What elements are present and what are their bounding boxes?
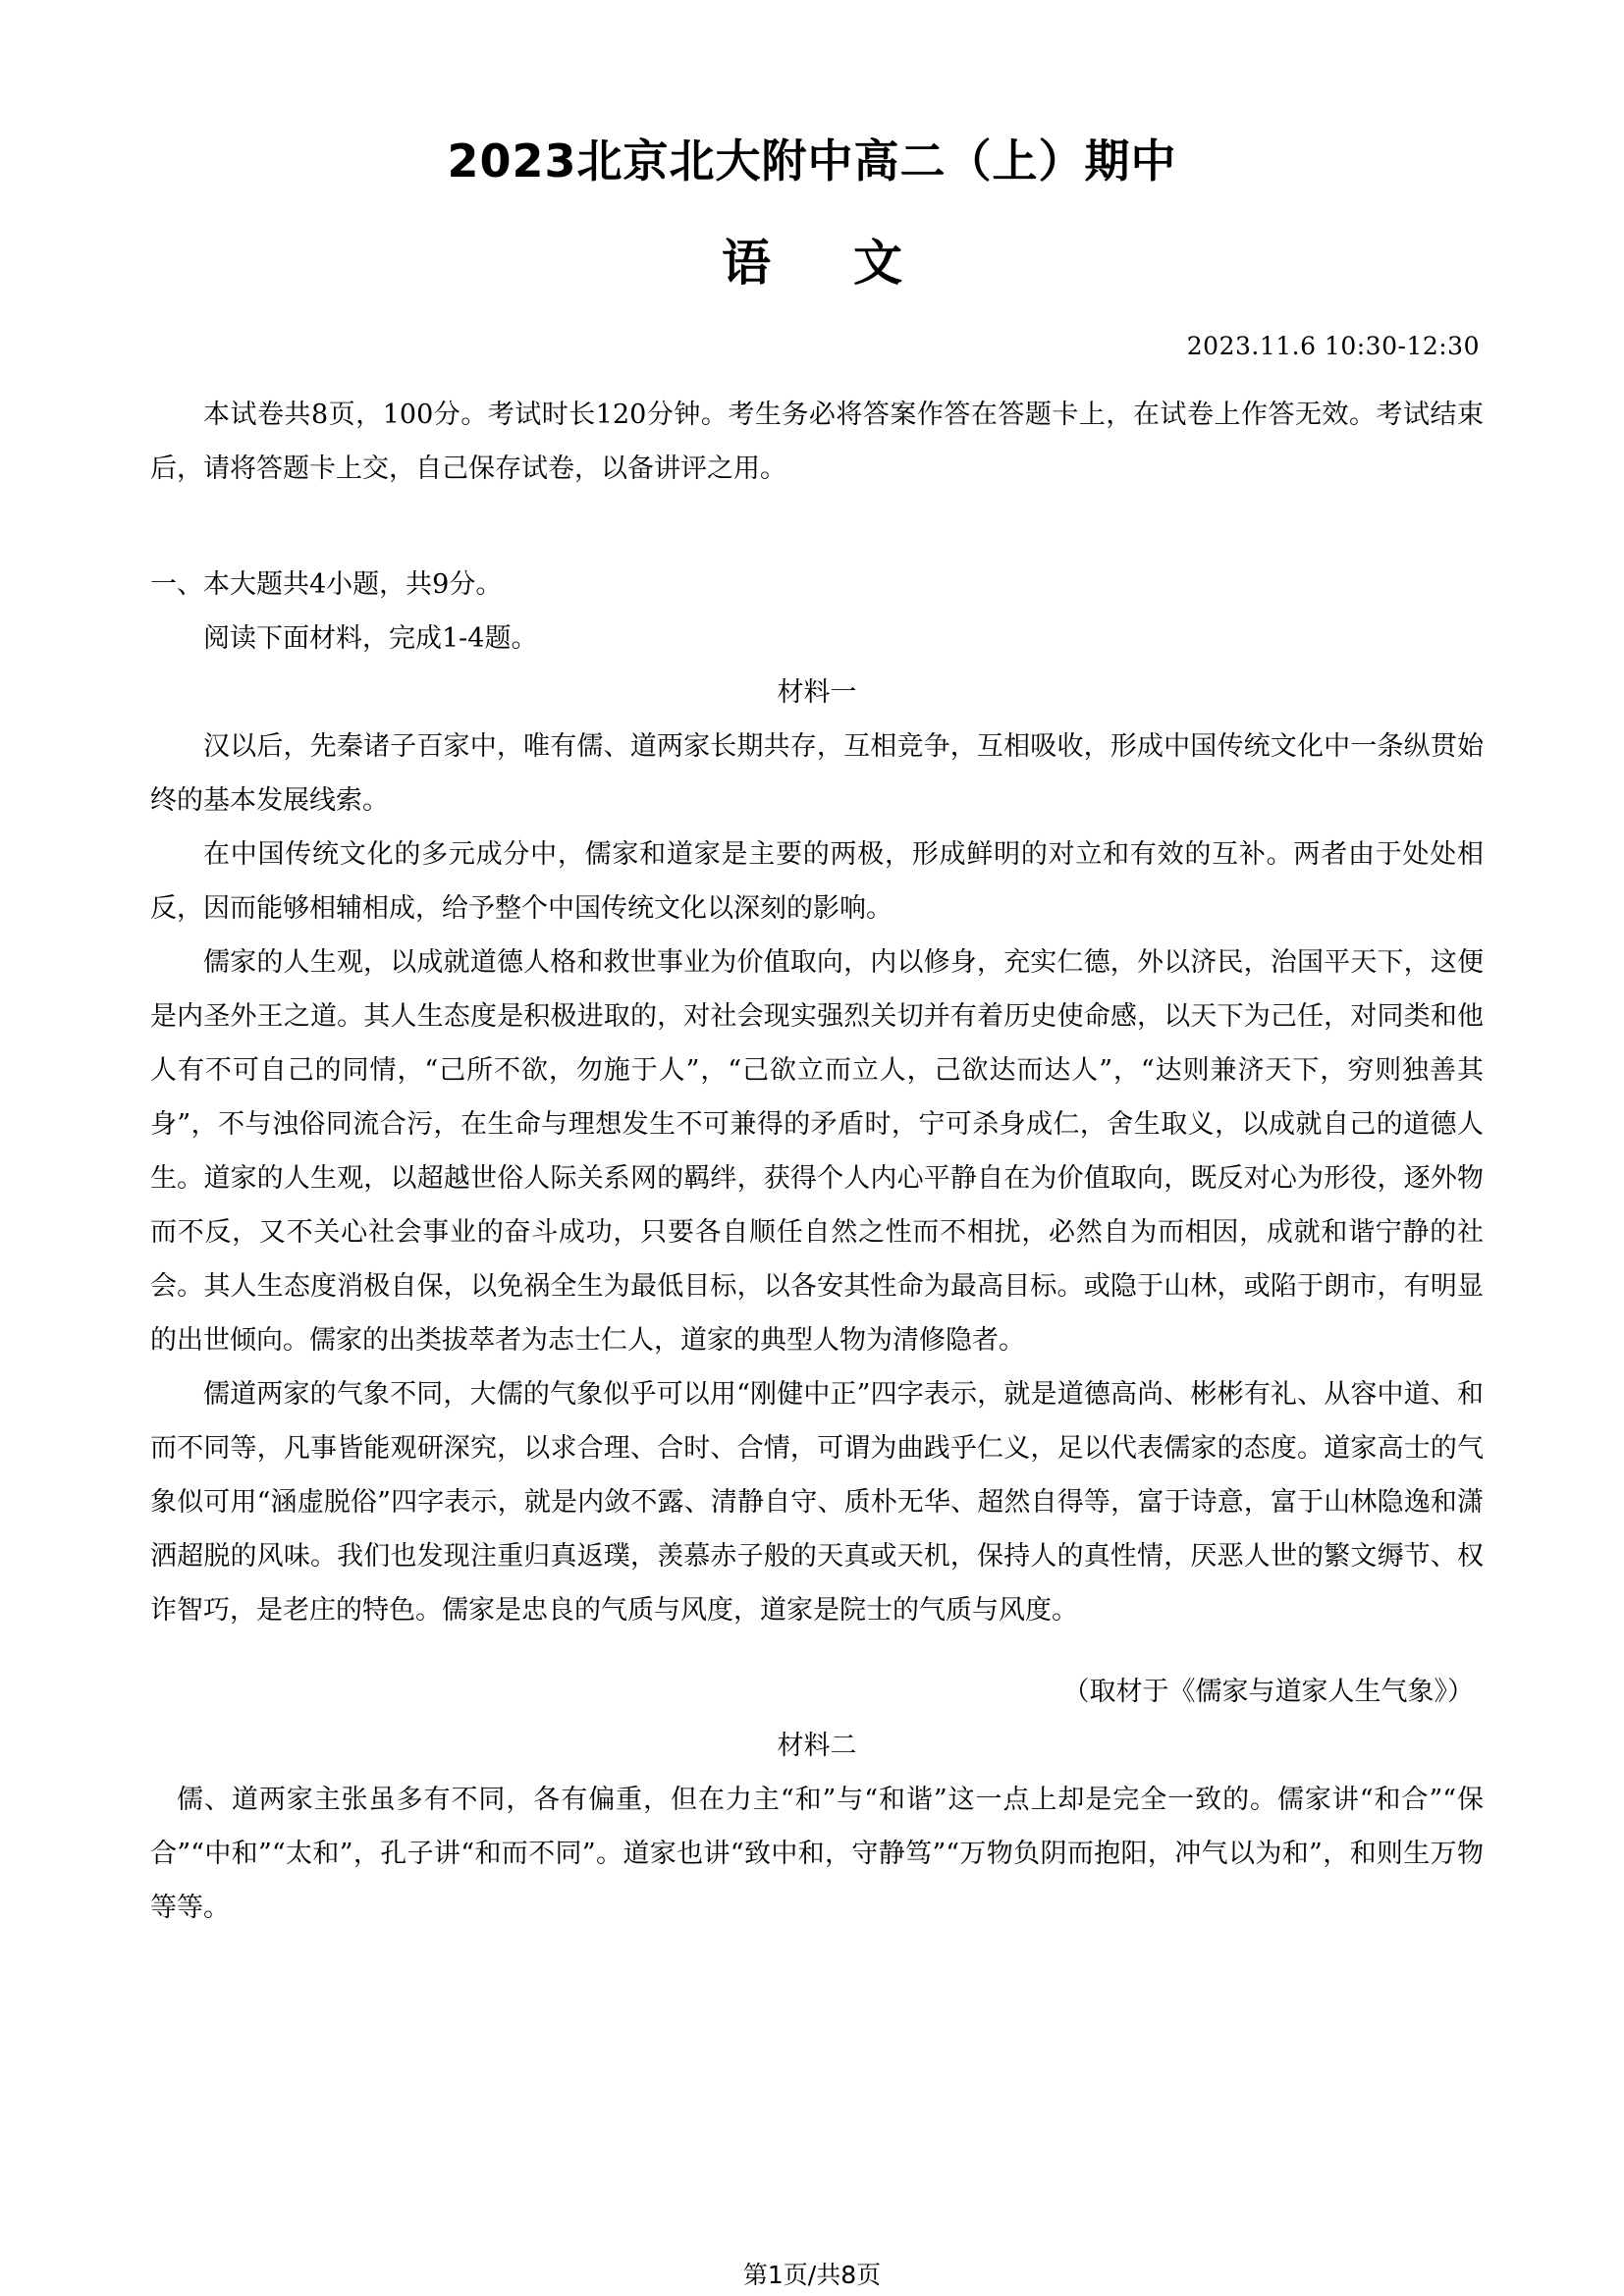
section-heading: 一、本大题共4小题，共9分。 [150,569,503,600]
material-label: 材料二 [777,1731,857,1761]
material-source: （取材于《儒家与道家人生气象》） [1062,1677,1474,1707]
material-paragraph: 汉以后，先秦诸子百家中，唯有儒、道两家长期共存，互相竞争，互相吸收，形成中国传统文化中一条纵贯始终的基本发展线索。 [150,731,1484,816]
instructions-block [150,388,1484,496]
material-paragraph: 在中国传统文化的多元成分中，儒家和道家是主要的两极，形成鲜明的对立和有效的互补。两者由于处处相反，因而能够相辅相成，给予整个中国传统文化以深刻的影响。 [150,839,1484,924]
page-number: 第1页/共8页 [742,2261,882,2289]
material-label: 材料一 [777,677,857,708]
section-1 [150,558,1484,1935]
section-prompt: 阅读下面材料，完成1-4题。 [203,623,538,654]
subject-title: 语文 [722,235,985,292]
exam-title: 2023北京北大附中高二（上）期中 [447,134,1177,187]
material-paragraph: 儒道两家的气象不同，大儒的气象似乎可以用“刚健中正”四字表示，就是道德高尚、彬彬有礼、从容中道、和而不同等，凡事皆能观研深究，以求合理、合时、合情，可谓为曲践乎仁义，足以代表儒家的态度。道家高士的气象似可用“涵虚脱俗”四字表示，就是内敛不露、清静自守、质朴无华、超然自得等，富于诗意，富于山林隐逸和潇洒超脱的风味。我们也发现注重归真返璞，羡慕赤子般的天真或天机，保持人的真性情，厌恶人世的繁文缛节、权诈智巧，是老庄的特色。儒家是忠良的气质与风度，道家是院士的气质与风度。 [150,1379,1484,1626]
instructions-text: 本试卷共8页，100分。考试时长120分钟。考生务必将答案作答在答题卡上，在试卷上作答无效。考试结束后，请将答题卡上交，自己保存试卷，以备讲评之用。 [150,400,1484,484]
exam-datetime: 2023.11.6 10:30-12:30 [1186,332,1480,360]
material-paragraph: 儒家的人生观，以成就道德人格和救世事业为价值取向，内以修身，充实仁德，外以济民，治国平天下，这便是内圣外王之道。其人生态度是积极进取的，对社会现实强烈关切并有着历史使命感，以天下为己任，对同类和他人有不可自己的同情，“己所不欲，勿施于人”，“己欲立而立人，己欲达而达人”，“达则兼济天下，穷则独善其身”，不与浊俗同流合污，在生命与理想发生不可兼得的矛盾时，宁可杀身成仁，舍生取义，以成就自己的道德人生。道家的人生观，以超越世俗人际关系网的羁绊，获得个人内心平静自在为价值取向，既反对心为形役，逐外物而不反，又不关心社会事业的奋斗成功，只要各自顺任自然之性而不相扰，必然自为而相因，成就和谐宁静的社会。其人生态度消极自保，以免祸全生为最低目标，以各安其性命为最高目标。或隐于山林，或陷于朗市，有明显的出世倾向。儒家的出类拔萃者为志士仁人，道家的典型人物为清修隐者。 [150,947,1484,1356]
material-paragraph: 儒、道两家主张虽多有不同，各有偏重，但在力主“和”与“和谐”这一点上却是完全一致的。儒家讲“和合”“保合”“中和”“太和”，孔子讲“和而不同”。道家也讲“致中和，守静笃”“万物负阴而抱阳，冲气以为和”，和则生万物等等。 [150,1785,1484,1923]
